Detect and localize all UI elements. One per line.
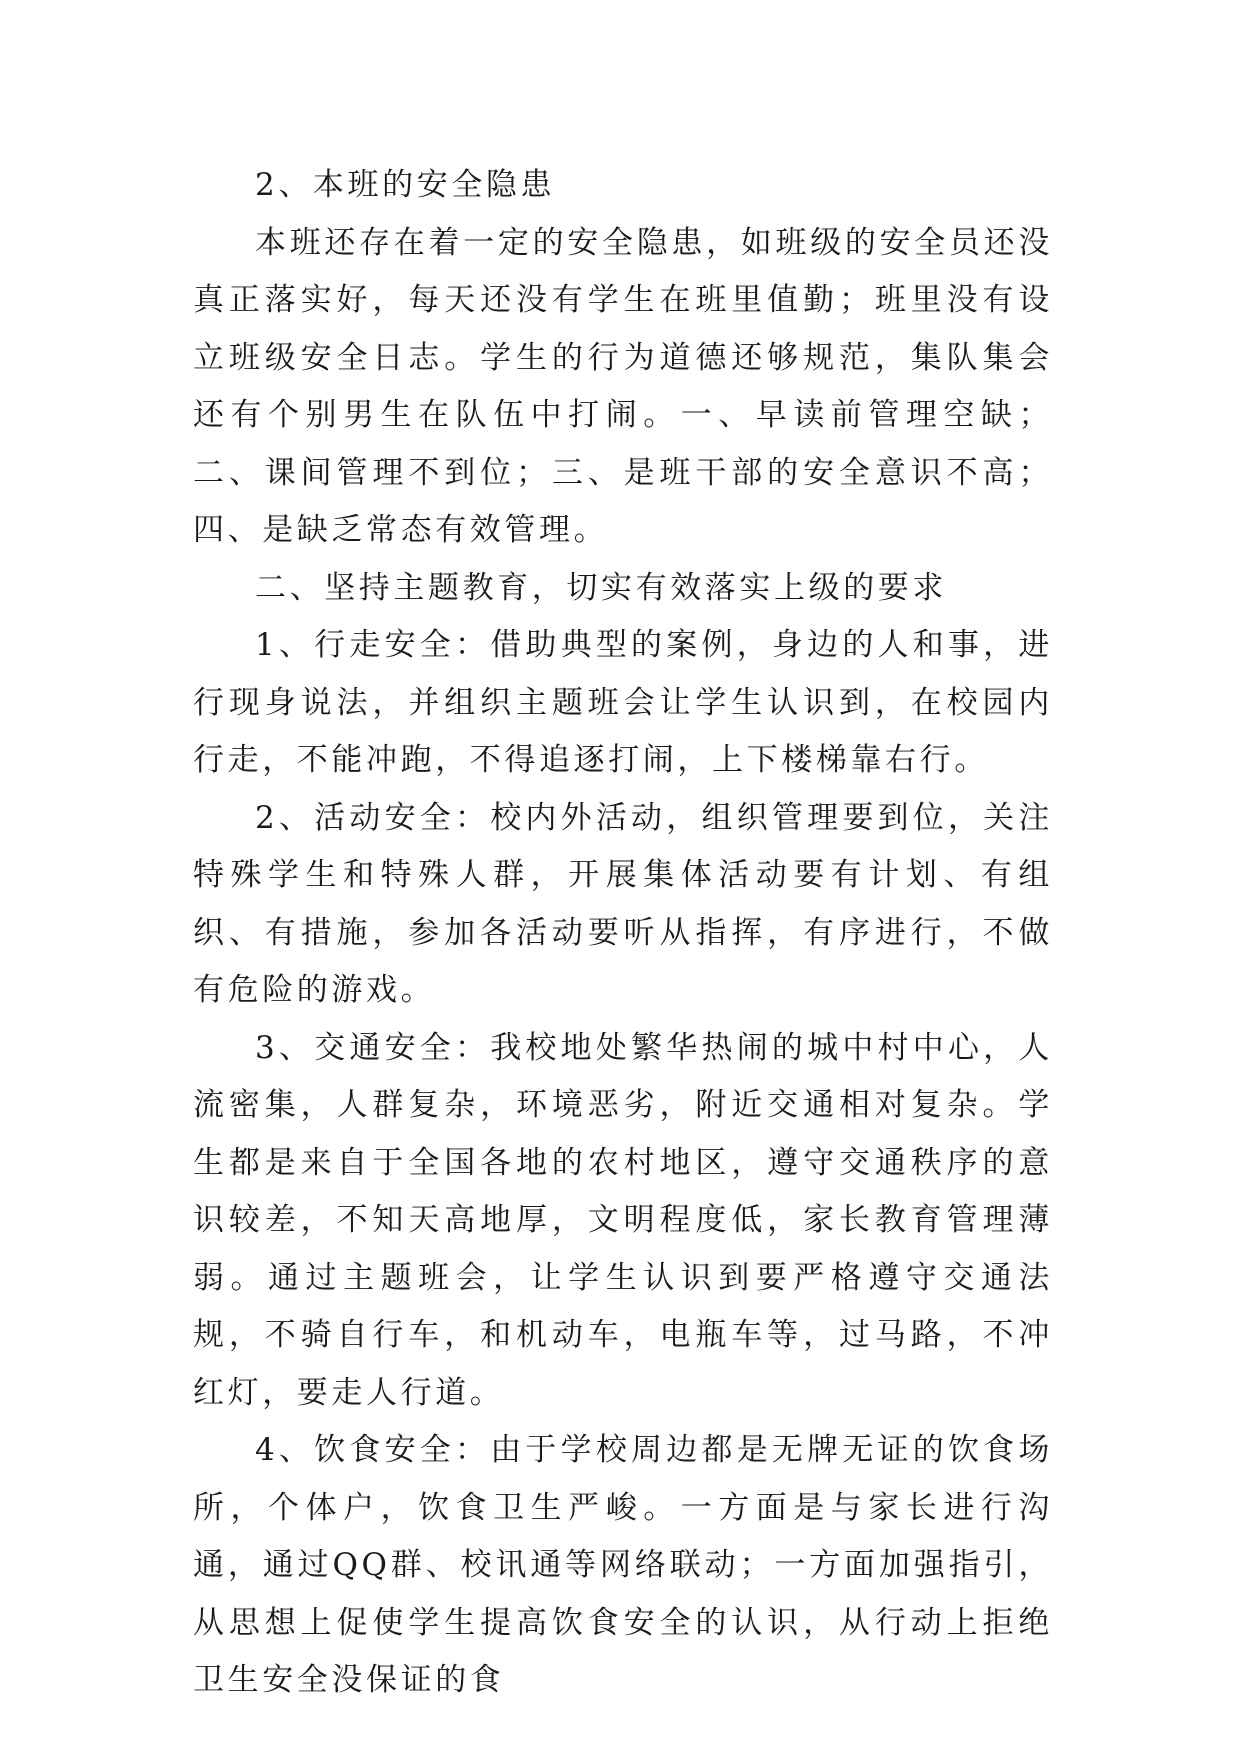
- document-body: [193, 157, 1053, 1710]
- paragraph-walking-safety: 1、行走安全：借助典型的案例，身边的人和事，进行现身说法，并组织主题班会让学生认识到，在校园内行走，不能冲跑，不得追逐打闹，上下楼梯靠右行。: [193, 627, 1053, 778]
- paragraph-activity-safety: 2、活动安全：校内外活动，组织管理要到位，关注特殊学生和特殊人群，开展集体活动要有计划、有组织、有措施，参加各活动要听从指挥，有序进行，不做有危险的游戏。: [193, 799, 1053, 1008]
- paragraph-traffic-safety: 3、交通安全：我校地处繁华热闹的城中村中心，人流密集，人群复杂，环境恶劣，附近交通相对复杂。学生都是来自于全国各地的农村地区，遵守交通秩序的意识较差，不知天高地厚，文明程度低，家长教育管理薄弱。通过主题班会，让学生认识到要严格遵守交通法规，不骑自行车，和机动车，电瓶车等，过马路，不冲红灯，要走人行道。: [193, 1029, 1053, 1411]
- paragraph-hidden-dangers: 本班还存在着一定的安全隐患，如班级的安全员还没真正落实好，每天还没有学生在班里值勤；班里没有设立班级安全日志。学生的行为道德还够规范，集队集会还有个别男生在队伍中打闹。一、早读前管理空缺；二、课间管理不到位；三、是班干部的安全意识不高；四、是缺乏常态有效管理。: [193, 224, 1053, 548]
- heading-theme-education: 二、坚持主题教育，切实有效落实上级的要求: [255, 569, 947, 606]
- paragraph-food-safety: 4、饮食安全：由于学校周边都是无牌无证的饮食场所，个体户，饮食卫生严峻。一方面是与家长进行沟通，通过QQ群、校讯通等网络联动；一方面加强指引，从思想上促使学生提高饮食安全的认识，从行动上拒绝卫生安全没保证的食: [193, 1432, 1053, 1698]
- heading-hidden-dangers: 2、本班的安全隐患: [255, 167, 556, 203]
